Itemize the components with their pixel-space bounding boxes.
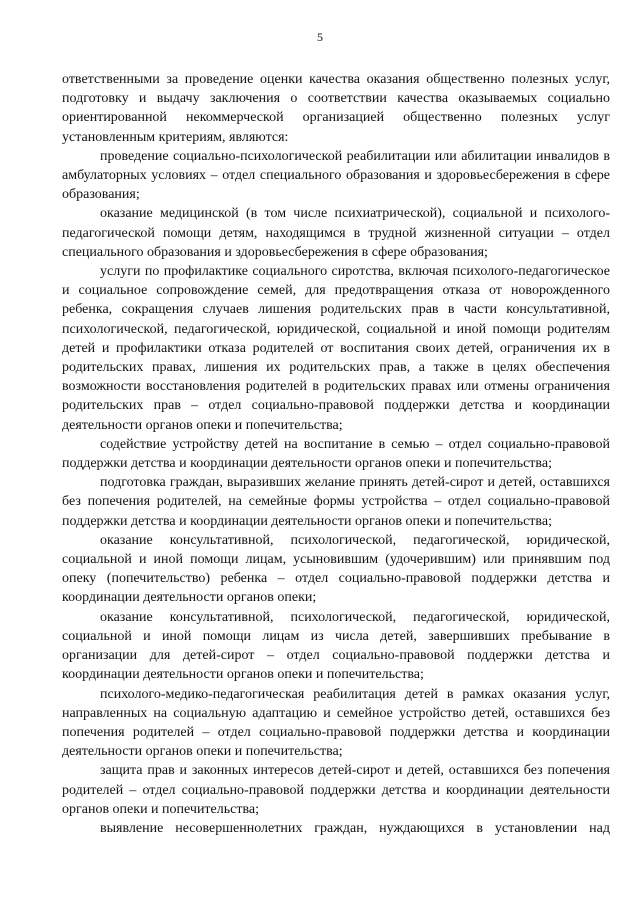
- paragraph-intro: ответственными за проведение оценки качества оказания общественно полезных услуг, подготовку и выдачу заключения о соответствии качества оказываемых социально ориентированной некоммерческой организацией общественно полезных услуг установленным критериям, являются:: [62, 72, 610, 145]
- paragraph-rehabilitation-disabled: проведение социально-психологической реабилитации или абилитации инвалидов в амбулаторных условиях – отдел специального образования и здоровьесбережения в сфере образования;: [62, 148, 610, 203]
- paragraph-identification: выявление несовершеннолетних граждан, нуждающихся в установлении над: [100, 820, 610, 836]
- page-number: 5: [317, 30, 323, 44]
- paragraph-rights-protection: защита прав и законных интересов детей-сирот и детей, оставшихся без попечения родителей – отдел социально-правовой поддержки детства и координации деятельности органов опеки и попечительства;: [62, 763, 610, 817]
- paragraph-citizen-preparation: подготовка граждан, выразивших желание принять детей-сирот и детей, оставшихся без попечения родителей, на семейные формы устройства – отдел социально-правовой поддержки детства и координации деятельности органов опеки и попечительства;: [62, 475, 610, 529]
- paragraph-orphanhood-prevention: услуги по профилактике социального сиротства, включая психолого-педагогическое и социальное сопровождение семей, для предотвращения отказа от новорожденного ребенка, сокращения случаев лишения родительских прав в части консультативной, психологической, педагогической, юридической, социальной и иной помощи родителям детей и профилактики отказа родителей от воспитания своих детей, ограничения их в родительских правах, лишения их родительских прав, а также в целях обеспечения возможности восстановления родителей в родительских правах или отмены ограничения родительских прав – отдел социально-правовой поддержки детства и координации деятельности органов опеки и попечительства;: [62, 264, 610, 433]
- paragraph-graduates-support: оказание консультативной, психологической, педагогической, юридической, социальной и иной помощи лицам из числа детей, завершивших пребывание в организации для детей-сирот – отдел социально-правовой поддержки детства и координации деятельности органов опеки и попечительства;: [62, 609, 610, 683]
- paragraph-family-placement: содействие устройству детей на воспитание в семью – отдел социально-правовой поддержки детства и координации деятельности органов опеки и попечительства;: [62, 436, 610, 472]
- paragraph-medical-assistance: оказание медицинской (в том числе психиатрической), социальной и психолого-педагогической помощи детям, находящимся в трудной жизненной ситуации – отдел специального образования и здоровьесбережения в сфере образования;: [62, 206, 610, 260]
- document-body: [62, 70, 610, 838]
- paragraph-pmp-rehabilitation: психолого-медико-педагогическая реабилитация детей в рамках оказания услуг, направленных на социальную адаптацию и семейное устройство детей, оставшихся без попечения родителей – отдел социально-правовой поддержки детства и координации деятельности органов опеки и попечительства;: [62, 686, 610, 760]
- paragraph-adoptive-support: оказание консультативной, психологической, педагогической, юридической, социальной и иной помощи лицам, усыновившим (удочерившим) или принявшим под опеку (попечительство) ребенка – отдел социально-правовой поддержки детства и координации деятельности органов опеки;: [62, 532, 610, 606]
